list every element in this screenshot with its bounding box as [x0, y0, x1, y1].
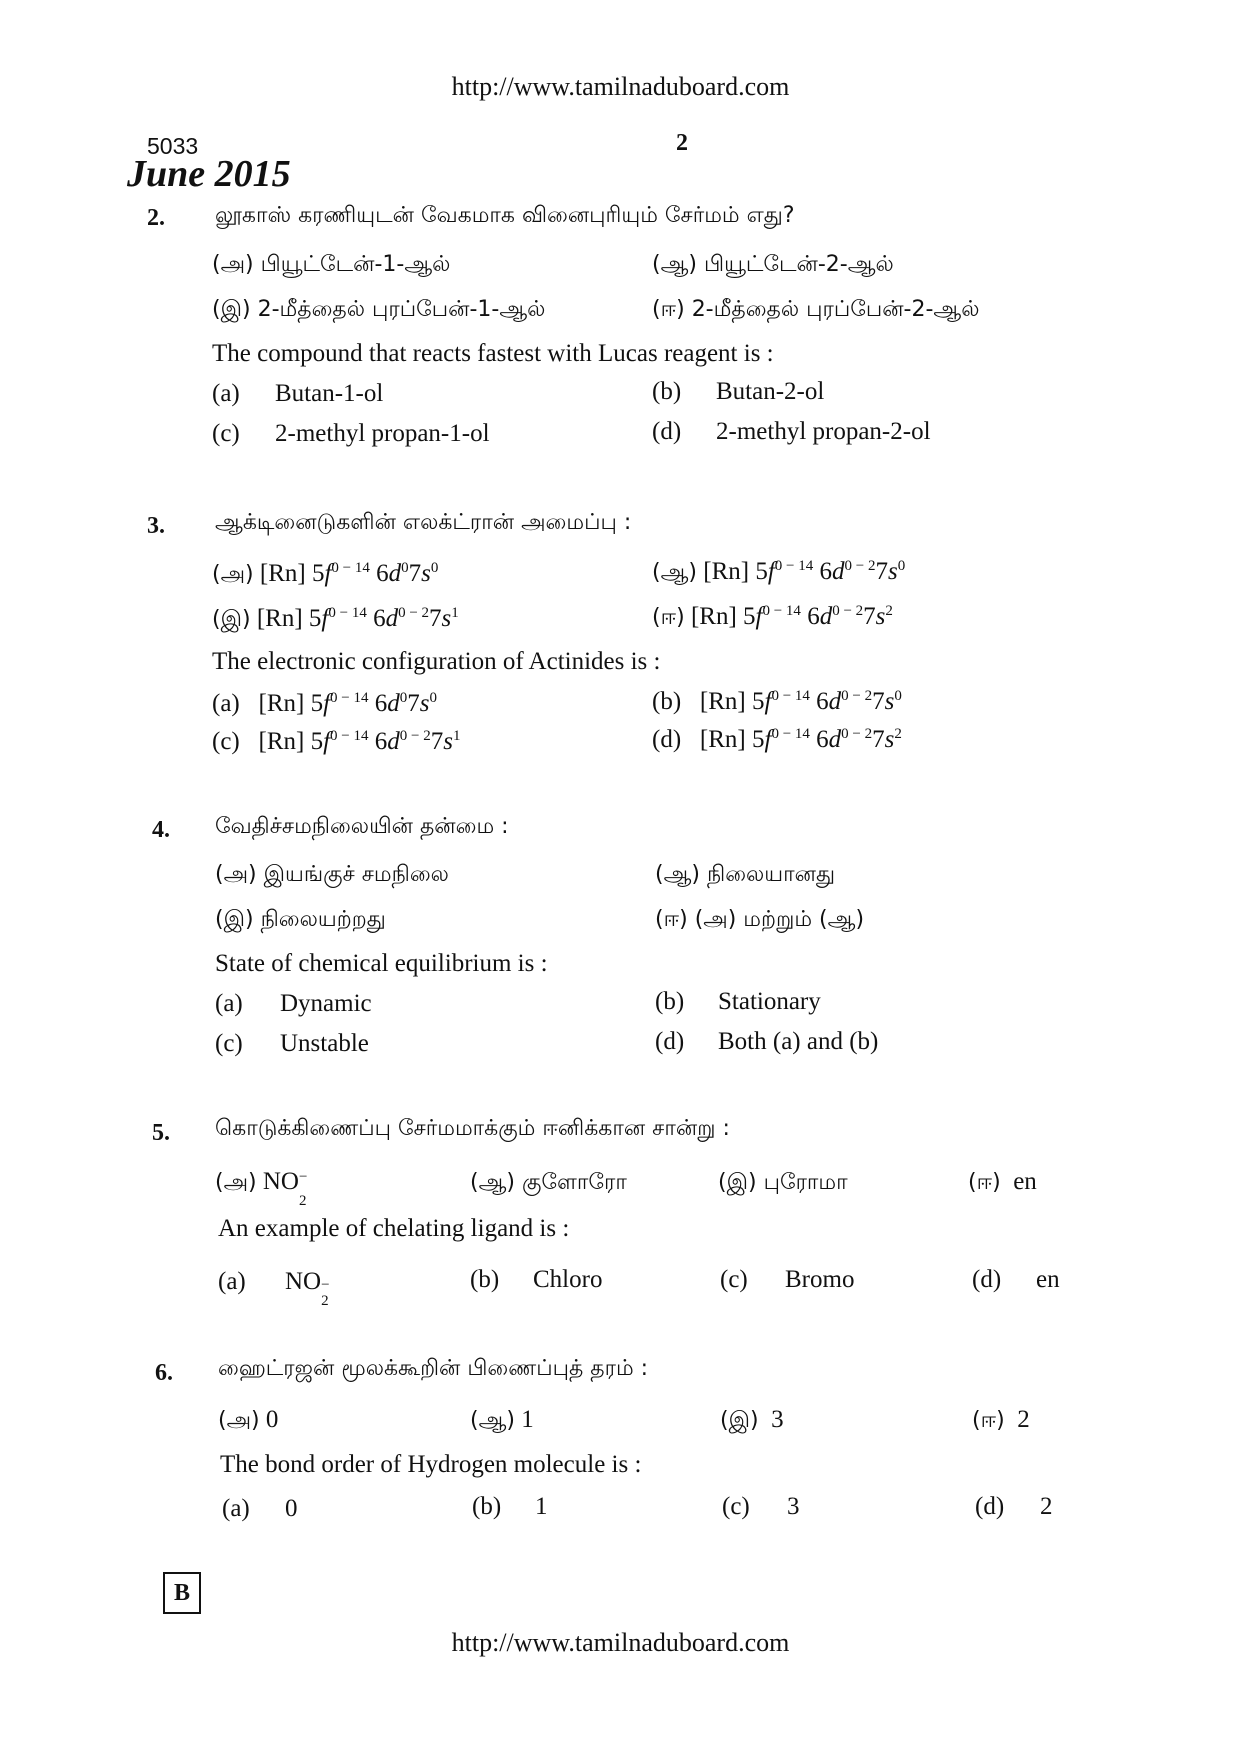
tamil-option-b: (ஆ) நிலையானது: [655, 862, 836, 887]
english-option-d: 2-methyl propan-2-ol: [716, 418, 931, 445]
tamil-option-d: (ஈ) (அ) மற்றும் (ஆ): [655, 907, 865, 932]
english-question: An example of chelating ligand is :: [218, 1215, 570, 1242]
option-label: (d): [655, 1028, 685, 1055]
tamil-option-d: (ஈ) 2: [972, 1406, 1030, 1433]
tamil-option-c: (இ) புரோமா: [718, 1170, 848, 1195]
english-option-b: 1: [535, 1493, 548, 1520]
option-label: (b): [655, 988, 685, 1015]
tamil-option-c: (இ) 3: [720, 1406, 784, 1433]
tamil-option-a: (அ) இயங்குச் சமநிலை: [215, 862, 449, 887]
question-number: 3.: [147, 513, 165, 539]
option-label: (c): [215, 1030, 243, 1057]
english-option-c: 3: [787, 1493, 800, 1520]
tamil-option-d: (ஈ) [Rn] $5f^{0 - 14}$ $6d^{0 - 2}7s^2$: [652, 603, 893, 630]
english-option-a: NO − 2: [285, 1268, 330, 1309]
option-label: (a): [222, 1495, 250, 1522]
tamil-question: வேதிச்சமநிலையின் தன்மை :: [215, 814, 509, 839]
tamil-option-a: (அ) [Rn] $5f^{0 - 14}$ $6d^07s^0$: [212, 560, 439, 587]
question-number: 5.: [152, 1120, 170, 1146]
english-option-c: 2-methyl propan-1-ol: [275, 420, 490, 447]
english-option-d: 2: [1040, 1493, 1053, 1520]
english-option-b: Chloro: [533, 1266, 603, 1293]
english-option-b: Stationary: [718, 988, 821, 1015]
english-option-b: (b) [Rn] $5f^{0 - 14}$ $6d^{0 - 2}7s^0$: [652, 688, 902, 715]
option-label: (d): [972, 1266, 1002, 1293]
tamil-option-a: (அ) 0: [218, 1406, 279, 1433]
english-option-d: en: [1036, 1266, 1060, 1293]
english-option-c: Unstable: [280, 1030, 369, 1057]
tamil-option-c: (இ) [Rn] $5f^{0 - 14}$ $6d^{0 - 2}7s^1$: [212, 605, 459, 632]
option-label: (b): [652, 378, 682, 405]
tamil-question: லூகாஸ் கரணியுடன் வேகமாக வினைபுரியும் சேர்மம் எது?: [215, 203, 795, 228]
option-label: (a): [218, 1268, 246, 1295]
tamil-question: கொடுக்கிணைப்பு சேர்மமாக்கும் ஈனிக்கான சான்று :: [215, 1116, 730, 1141]
booklet-code-box: B: [163, 1572, 201, 1614]
tamil-question: ஆக்டினைடுகளின் எலக்ட்ரான் அமைப்பு :: [215, 510, 632, 535]
option-label: (c): [720, 1266, 748, 1293]
page-number: 2: [676, 130, 688, 156]
option-label: (a): [212, 380, 240, 407]
option-label: (b): [470, 1266, 500, 1293]
paper-code: 5033: [147, 133, 199, 159]
option-label: (c): [212, 420, 240, 447]
english-option-a: Dynamic: [280, 990, 372, 1017]
tamil-option-b: (ஆ) 1: [470, 1406, 534, 1433]
tamil-option-c: (இ) 2-மீத்தைல் புரப்பேன்-1-ஆல்: [212, 297, 546, 322]
english-question: The compound that reacts fastest with Lucas reagent is :: [212, 340, 774, 367]
option-label: (c): [722, 1493, 750, 1520]
tamil-option-a: (அ) பியூட்டேன்-1-ஆல்: [212, 252, 451, 277]
tamil-option-a: (அ) NO − 2: [215, 1168, 308, 1209]
tamil-option-b: (ஆ) பியூட்டேன்-2-ஆல்: [652, 252, 894, 277]
tamil-option-b: (ஆ) குளோரோ: [470, 1170, 627, 1195]
option-label: (d): [652, 418, 682, 445]
tamil-question: ஹைட்ரஜன் மூலக்கூறின் பிணைப்புத் தரம் :: [218, 1356, 649, 1381]
english-option-c: (c) [Rn] $5f^{0 - 14}$ $6d^{0 - 2}7s^1$: [212, 728, 461, 755]
english-option-b: Butan-2-ol: [716, 378, 825, 405]
english-option-a: Butan-1-ol: [275, 380, 384, 407]
english-option-d: (d) [Rn] $5f^{0 - 14}$ $6d^{0 - 2}7s^2$: [652, 726, 902, 753]
option-label: (d): [975, 1493, 1005, 1520]
exam-date: June 2015: [127, 153, 291, 195]
tamil-option-d: (ஈ) en: [968, 1168, 1037, 1195]
tamil-option-c: (இ) நிலையற்றது: [215, 907, 386, 932]
english-question: State of chemical equilibrium is :: [215, 950, 548, 977]
english-option-c: Bromo: [785, 1266, 855, 1293]
tamil-option-d: (ஈ) 2-மீத்தைல் புரப்பேன்-2-ஆல்: [652, 297, 980, 322]
option-label: (b): [472, 1493, 502, 1520]
header-url: http://www.tamilnaduboard.com: [451, 72, 790, 101]
english-option-a: (a) [Rn] $5f^{0 - 14}$ $6d^07s^0$: [212, 690, 437, 717]
question-number: 2.: [147, 205, 165, 231]
option-label: (a): [215, 990, 243, 1017]
english-option-d: Both (a) and (b): [718, 1028, 879, 1055]
english-question: The bond order of Hydrogen molecule is :: [220, 1451, 642, 1478]
english-question: The electronic configuration of Actinides is :: [212, 648, 661, 675]
tamil-option-b: (ஆ) [Rn] $5f^{0 - 14}$ $6d^{0 - 2}7s^0$: [652, 558, 906, 585]
english-option-a: 0: [285, 1495, 298, 1522]
question-number: 6.: [155, 1360, 173, 1386]
question-number: 4.: [152, 817, 170, 843]
footer-url: http://www.tamilnaduboard.com: [451, 1628, 790, 1657]
